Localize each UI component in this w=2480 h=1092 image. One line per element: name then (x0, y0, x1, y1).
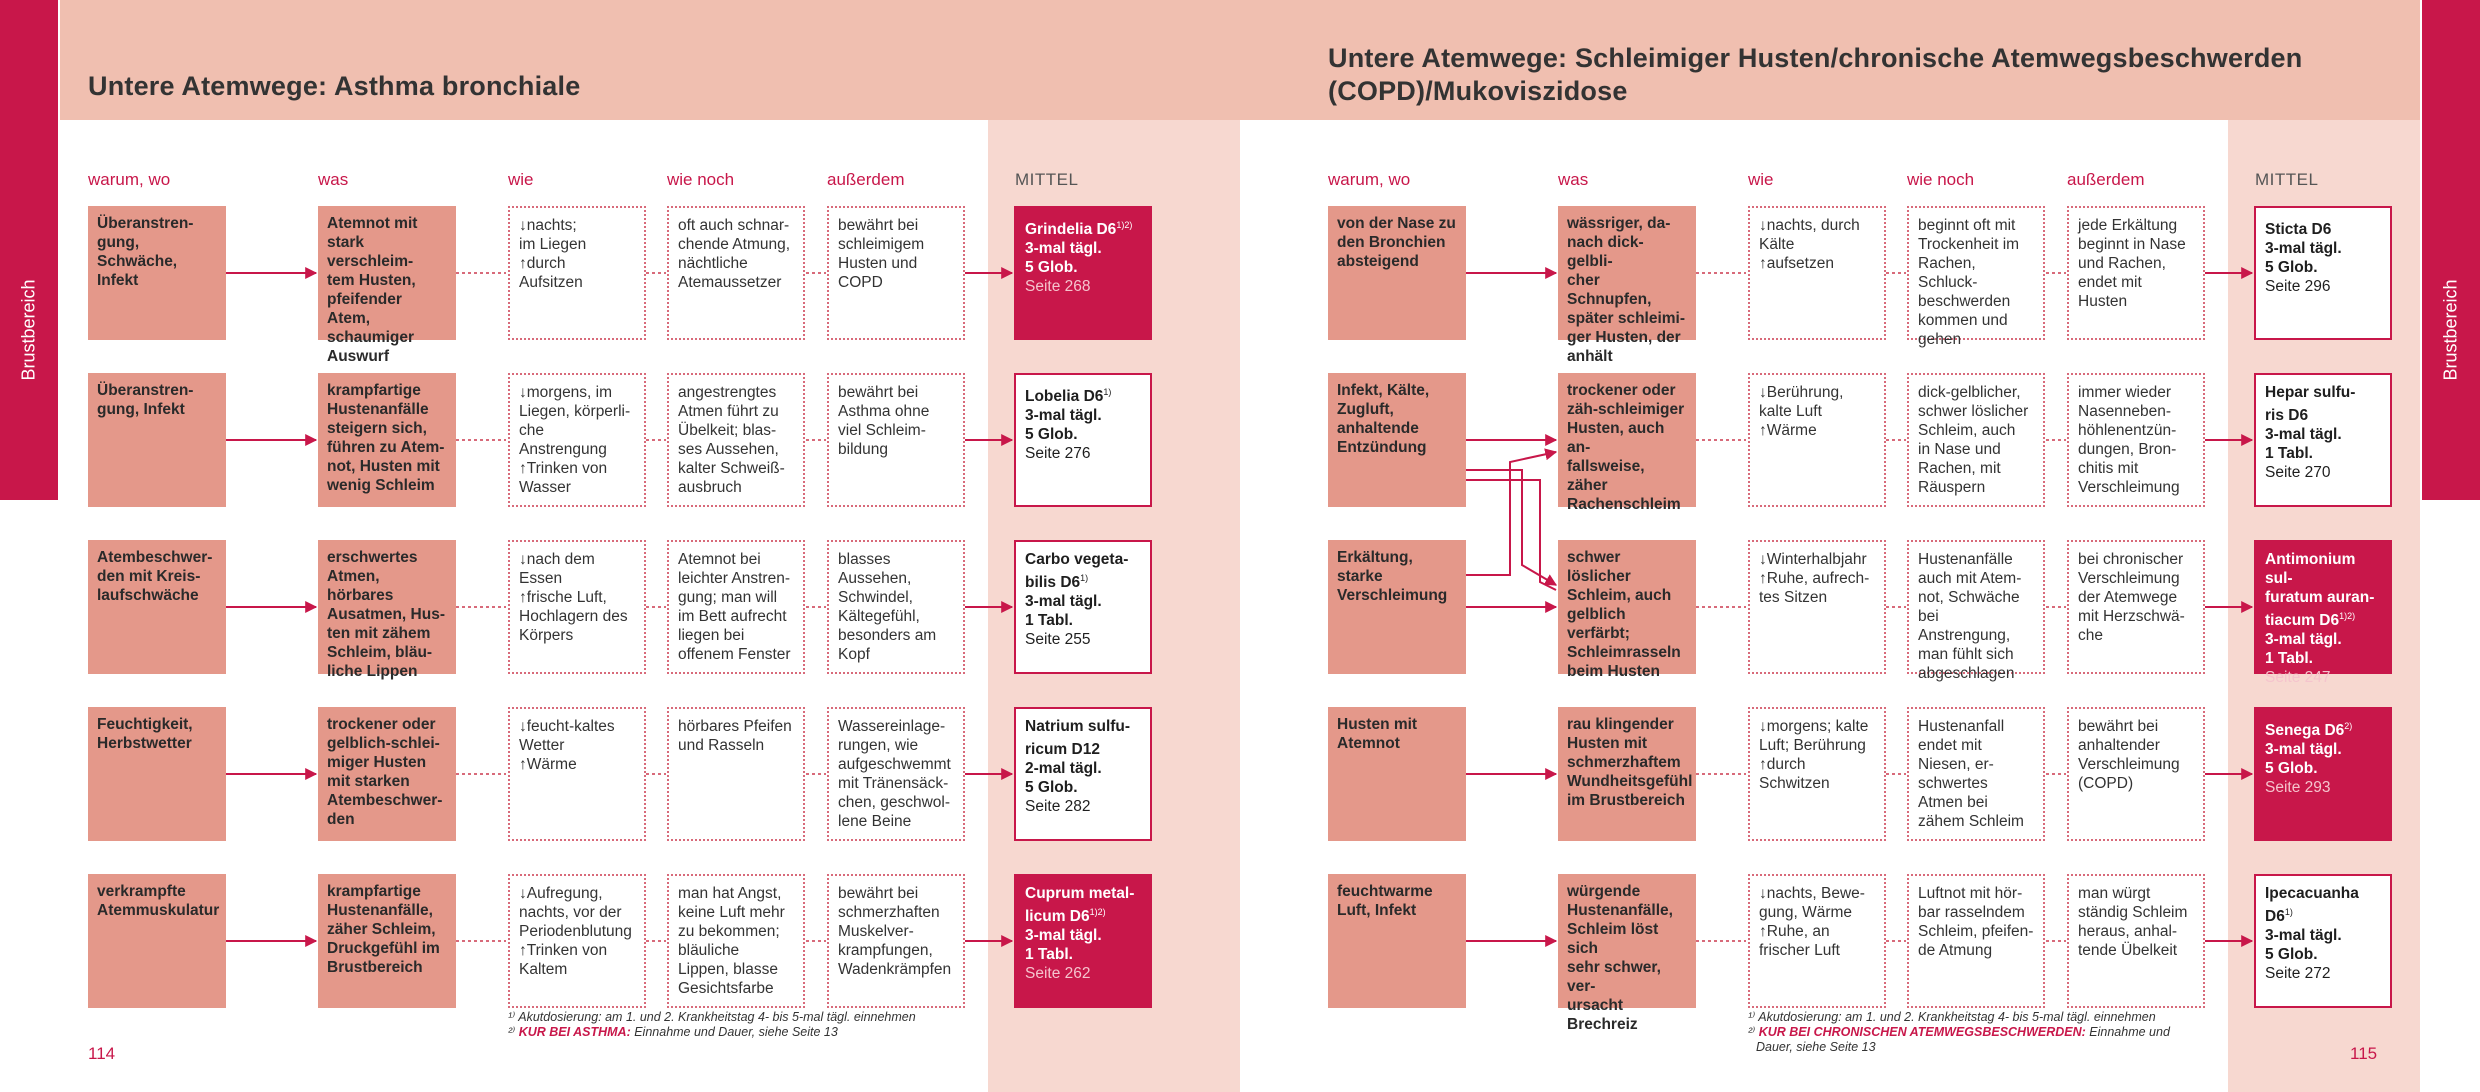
cause-box: Husten mit Atemnot (1328, 707, 1466, 841)
additional-symptom-box: Hustenanfall endet mit Niesen, er- schwertes Atmen bei zähem Schleim (1907, 707, 2045, 841)
symptom-box: trockener oder gelblich-schlei- miger Husten mit starken Atembeschwer- den (318, 707, 456, 841)
col-header-mittel: MITTEL (2255, 170, 2319, 189)
remedy-name: Hepar sulfu- ris D6 (2265, 384, 2356, 425)
remedy-box[interactable] (1014, 373, 1152, 507)
remedy-page-ref[interactable]: Seite 262 (1025, 965, 1091, 983)
remedy-footnote-ref: 1) (1103, 387, 1112, 397)
remedy-page-ref[interactable]: Seite 247 (2265, 669, 2331, 687)
remedy-dosage: 3-mal tägl. 1 Tabl. (1025, 593, 1102, 630)
remedy-page-ref[interactable]: Seite 268 (1025, 278, 1091, 296)
symptom-box: erschwertes Atmen, hörbares Ausatmen, Hus- ten mit zähem Schleim, bläu- liche Lippen (318, 540, 456, 674)
notes-box: blasses Aussehen, Schwindel, Kältegefühl, besonders am Kopf (827, 540, 965, 674)
cause-box: von der Nase zu den Bronchien absteigend (1328, 206, 1466, 340)
remedy-page-ref[interactable]: Seite 270 (2265, 464, 2331, 482)
notes-box: man würgt ständig Schleim heraus, anhal- tende Übelkeit (2067, 874, 2205, 1008)
remedy-dosage: 3-mal tägl. 1 Tabl. (1025, 927, 1102, 964)
footnote-1: ¹⁾ Akutdosierung: am 1. und 2. Krankheitstag 4- bis 5-mal tägl. einnehmen (1748, 1010, 2156, 1024)
notes-box: bewährt bei schmerzhaften Muskelver- krampfungen, Wadenkrämpfen (827, 874, 965, 1008)
modality-box: ↓nachts, Bewe- gung, Wärme ↑Ruhe, an frischer Luft (1748, 874, 1886, 1008)
col-header-warum: warum, wo (88, 170, 171, 189)
page-title: Untere Atemwege: Asthma bronchiale (88, 71, 581, 101)
additional-symptom-box: Luftnot mit hör- bar rasselndem Schleim, pfeifen- de Atmung (1907, 874, 2045, 1008)
remedy-dosage: 3-mal tägl. 1 Tabl. (2265, 631, 2342, 668)
additional-symptom-box: man hat Angst, keine Luft mehr zu bekommen; bläuliche Lippen, blasse Gesichtsfarbe (667, 874, 805, 1008)
cause-box: Überanstren- gung, Infekt (88, 373, 226, 507)
section-tab-label: Brustbereich (18, 279, 39, 381)
footnote-2: ²⁾ KUR BEI CHRONISCHEN ATEMWEGSBESCHWERDEN: Einnahme und (1748, 1025, 2170, 1039)
cause-box: Erkältung, starke Verschleimung (1328, 540, 1466, 674)
remedy-dosage: 3-mal tägl. 5 Glob. (1025, 407, 1102, 444)
notes-box: immer wieder Nasenneben- höhlenentzün- dungen, Bron- chitis mit Verschleimung (2067, 373, 2205, 507)
additional-symptom-box: Atemnot bei leichter Anstren- gung; man will im Bett aufrecht liegen bei offenem Fenster (667, 540, 805, 674)
notes-box: bewährt bei anhaltender Verschleimung (COPD) (2067, 707, 2205, 841)
modality-box: ↓morgens; kalte Luft; Berührung ↑durch Schwitzen (1748, 707, 1886, 841)
modality-box: ↓nachts, durch Kälte ↑aufsetzen (1748, 206, 1886, 340)
modality-box: ↓nach dem Essen ↑frische Luft, Hochlagern des Körpers (508, 540, 646, 674)
notes-box: jede Erkältung beginnt in Nase und Rachen, endet mit Husten (2067, 206, 2205, 340)
footnotes (1748, 1010, 2228, 1055)
remedy-footnote-ref: 2) (2344, 721, 2353, 731)
remedy-footnote-ref: 1) (1080, 573, 1089, 583)
col-header-wie: wie (1748, 170, 1774, 189)
remedy-page-ref[interactable]: Seite 276 (1025, 445, 1091, 463)
remedy-name: Antimonium sul- furatum auran- tiacum D6 (2265, 551, 2375, 630)
cause-box: Infekt, Kälte, Zugluft, anhaltende Entzündung (1328, 373, 1466, 507)
symptom-box: rau klingender Husten mit schmerzhaftem Wundheitsgefühl im Brustbereich (1558, 707, 1696, 841)
section-tab-label: Brustbereich (2440, 279, 2461, 381)
remedy-box[interactable] (1014, 206, 1152, 340)
modality-box: ↓nachts; im Liegen ↑durch Aufsitzen (508, 206, 646, 340)
remedy-page-ref[interactable]: Seite 296 (2265, 278, 2331, 296)
remedy-page-ref[interactable]: Seite 272 (2265, 965, 2331, 983)
remedy-footnote-ref: 1) (2284, 907, 2293, 917)
remedy-footnote-ref: 1)2) (1116, 220, 1133, 230)
remedy-dosage: 3-mal tägl. 5 Glob. (2265, 741, 2342, 778)
footnotes (508, 1010, 988, 1040)
additional-symptom-box: Hustenanfälle auch mit Atem- not, Schwäche bei Anstrengung, man fühlt sich abgeschlagen (1907, 540, 2045, 674)
col-header-was: was (318, 170, 349, 189)
remedy-dosage: 3-mal tägl. 5 Glob. (2265, 927, 2342, 964)
remedy-name: Sticta D6 (2265, 221, 2332, 239)
remedy-dosage: 3-mal tägl. 5 Glob. (1025, 240, 1102, 277)
col-header-wie-noch: wie noch (667, 170, 735, 189)
symptom-box: schwer löslicher Schleim, auch gelblich verfärbt; Schleimrasseln beim Husten (1558, 540, 1696, 674)
page-title: Untere Atemwege: Schleimiger Husten/chronische Atemwegsbeschwerden (COPD)/Mukoviszidose (1328, 43, 2303, 106)
remedy-name: Ipecacuanha D6 (2265, 885, 2359, 926)
additional-symptom-box: dick-gelblicher, schwer löslicher Schleim, auch in Nase und Rachen, mit Räuspern (1907, 373, 2045, 507)
modality-box: ↓Berührung, kalte Luft ↑Wärme (1748, 373, 1886, 507)
additional-symptom-box: oft auch schnar- chende Atmung, nächtliche Atemaussetzer (667, 206, 805, 340)
page-right (1240, 0, 2480, 1092)
col-header-ausserdem: außerdem (827, 170, 905, 189)
col-header-mittel: MITTEL (1015, 170, 1079, 189)
remedy-dosage: 3-mal tägl. 5 Glob. (2265, 240, 2342, 277)
remedy-page-ref[interactable]: Seite 255 (1025, 631, 1091, 649)
modality-box: ↓Aufregung, nachts, vor der Periodenblutung ↑Trinken von Kaltem (508, 874, 646, 1008)
notes-box: Wassereinlage- rungen, wie aufgeschwemmt mit Tränensäck- chen, geschwol- lene Beine (827, 707, 965, 841)
modality-box: ↓morgens, im Liegen, körperli- che Anstrengung ↑Trinken von Wasser (508, 373, 646, 507)
col-header-was: was (1558, 170, 1589, 189)
notes-box: bei chronischer Verschleimung der Atemwege mit Herzschwä- che (2067, 540, 2205, 674)
remedy-box[interactable] (2254, 540, 2392, 687)
remedy-name: Cuprum metal- licum D6 (1025, 885, 1135, 926)
symptom-box: wässriger, da- nach dick-gelbli- cher Schnupfen, später schleimi- ger Husten, der anhält (1558, 206, 1696, 340)
remedy-name: Lobelia D6 (1025, 388, 1104, 406)
remedy-box[interactable] (1014, 874, 1152, 1008)
remedy-box[interactable] (1014, 707, 1152, 841)
remedy-name: Natrium sulfu- ricum D12 (1025, 718, 1131, 759)
modality-box: ↓Winterhalbjahr ↑Ruhe, aufrech- tes Sitzen (1748, 540, 1886, 674)
footnote-1: ¹⁾ Akutdosierung: am 1. und 2. Krankheitstag 4- bis 5-mal tägl. einnehmen (508, 1010, 916, 1024)
remedy-footnote-ref: 1)2) (1089, 907, 1106, 917)
remedy-name: Senega D6 (2265, 722, 2345, 740)
cause-box: feuchtwarme Luft, Infekt (1328, 874, 1466, 1008)
cause-box: verkrampfte Atemmuskulatur (88, 874, 226, 1008)
additional-symptom-box: angestrengtes Atmen führt zu Übelkeit; blas- ses Aussehen, kalter Schweiß- ausbruch (667, 373, 805, 507)
col-header-warum: warum, wo (1328, 170, 1411, 189)
col-header-wie: wie (508, 170, 534, 189)
remedy-page-ref[interactable]: Seite 282 (1025, 798, 1091, 816)
remedy-box[interactable] (1014, 540, 1152, 674)
remedy-name: Carbo vegeta- bilis D6 (1025, 551, 1129, 592)
symptom-box: krampfartige Hustenanfälle steigern sich, führen zu Atem- not, Husten mit wenig Schleim (318, 373, 456, 507)
remedy-dosage: 3-mal tägl. 1 Tabl. (2265, 426, 2342, 463)
remedy-box[interactable] (2254, 206, 2392, 340)
footnote-2-highlight: KUR BEI ASTHMA: (518, 1025, 631, 1039)
notes-box: bewährt bei schleimigem Husten und COPD (827, 206, 965, 340)
additional-symptom-box: hörbares Pfeifen und Rasseln (667, 707, 805, 841)
remedy-footnote-ref: 1)2) (2339, 611, 2356, 621)
remedy-page-ref[interactable]: Seite 293 (2265, 779, 2331, 797)
footnote-2: ²⁾ KUR BEI ASTHMA: Einnahme und Dauer, siehe Seite 13 (508, 1025, 838, 1039)
symptom-box: würgende Hustenanfälle, Schleim löst sich sehr schwer, ver- ursacht Brechreiz (1558, 874, 1696, 1008)
additional-symptom-box: beginnt oft mit Trockenheit im Rachen, Schluck- beschwerden kommen und gehen (1907, 206, 2045, 340)
page-number: 114 (88, 1044, 116, 1063)
symptom-box: trockener oder zäh-schleimiger Husten, auch an- fallsweise, zäher Rachenschleim (1558, 373, 1696, 507)
cause-box: Atembeschwer- den mit Kreis- laufschwäche (88, 540, 226, 674)
symptom-box: Atemnot mit stark verschleim- tem Husten, pfeifender Atem, schaumiger Auswurf (318, 206, 456, 340)
modality-box: ↓feucht-kaltes Wetter ↑Wärme (508, 707, 646, 841)
remedy-name: Grindelia D6 (1025, 221, 1117, 239)
remedy-box[interactable] (2254, 874, 2392, 1008)
col-header-wie-noch: wie noch (1907, 170, 1975, 189)
cause-box: Überanstren- gung, Schwäche, Infekt (88, 206, 226, 340)
page-number: 115 (2350, 1044, 2378, 1063)
symptom-box: krampfartige Hustenanfälle, zäher Schleim, Druckgefühl im Brustbereich (318, 874, 456, 1008)
remedy-dosage: 2-mal tägl. 5 Glob. (1025, 760, 1102, 797)
footnote-2-highlight: KUR BEI CHRONISCHEN ATEMWEGSBESCHWERDEN: (1758, 1025, 2086, 1039)
col-header-ausserdem: außerdem (2067, 170, 2145, 189)
notes-box: bewährt bei Asthma ohne viel Schleim- bildung (827, 373, 965, 507)
cause-box: Feuchtigkeit, Herbstwetter (88, 707, 226, 841)
remedy-box[interactable] (2254, 707, 2392, 841)
footnote-2-continued: Dauer, siehe Seite 13 (1756, 1040, 1876, 1054)
remedy-box[interactable] (2254, 373, 2392, 507)
